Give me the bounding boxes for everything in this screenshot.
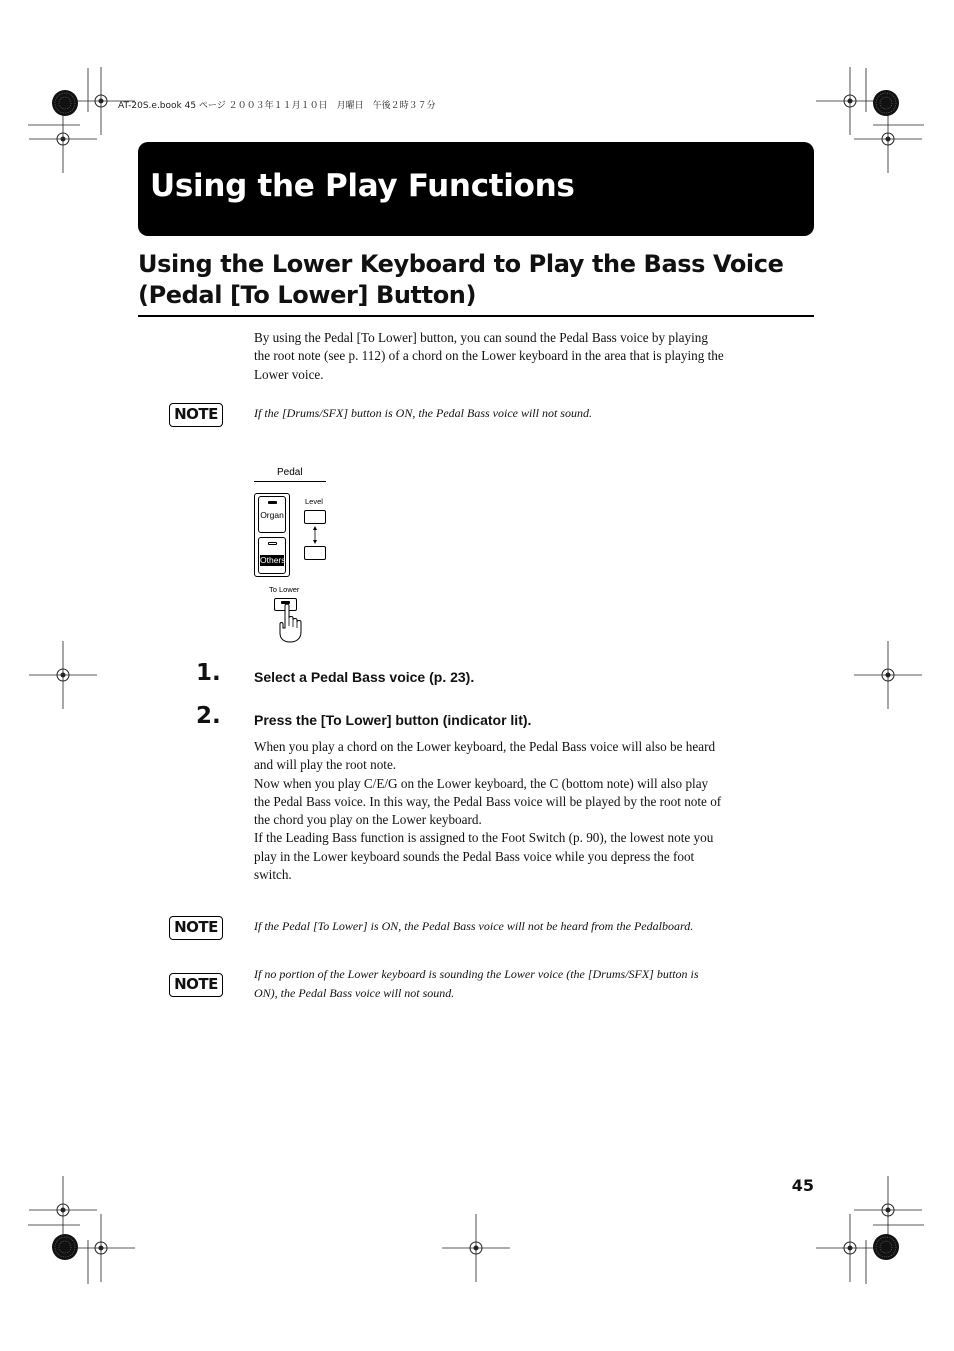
sunburst-mark-top-right: [873, 90, 899, 116]
note-text-lower-voice: [254, 965, 754, 1003]
print-info-slug: AT-20S.e.book 45 ページ ２００３年１１月１０日 月曜日 午後２時３７分: [118, 101, 436, 111]
note-text-drums: If the [Drums/SFX] button is ON, the Pedal Bass voice will not sound.: [254, 406, 592, 420]
level-arrows-icon: [310, 525, 320, 545]
section-divider: [138, 315, 814, 317]
section-title-line-2: (Pedal [To Lower] Button): [138, 281, 477, 309]
note-line: ON), the Pedal Bass voice will not sound.: [254, 986, 455, 1000]
level-up-button[interactable]: [304, 510, 326, 524]
crosshair-mark-mid-right: [854, 641, 922, 709]
pressing-finger-icon: [276, 602, 306, 644]
pedal-panel-diagram: [250, 462, 350, 647]
section-title: [138, 249, 814, 311]
intro-paragraph: [254, 329, 760, 384]
body-line: and will play the root note.: [254, 757, 397, 773]
body-line: If the Leading Bass function is assigned to the Foot Switch (p. 90), the lowest note you: [254, 830, 714, 846]
organ-label: Organ: [260, 510, 284, 520]
organ-indicator: [268, 501, 277, 504]
others-indicator: [268, 542, 277, 545]
chapter-banner: [138, 142, 814, 236]
body-line: play in the Lower keyboard sounds the Pedal Bass voice while you depress the foot: [254, 848, 695, 864]
note-badge: NOTE: [169, 403, 223, 427]
step-2-body: [254, 738, 760, 884]
crosshair-mark-bottom-center: [442, 1214, 510, 1282]
sunburst-mark-bottom-right: [873, 1234, 899, 1260]
page-number: 45: [791, 1176, 814, 1195]
crosshair-mark-bottom-right-2: [854, 1176, 922, 1244]
body-line: the chord you play on the Lower keyboard.: [254, 812, 482, 828]
intro-line: the root note (see p. 112) of a chord on the Lower keyboard in the area that is playing the: [254, 348, 724, 364]
step-number: 1.: [196, 660, 221, 686]
sunburst-mark-top-left: [52, 90, 78, 116]
sunburst-mark-bottom-left: [52, 1234, 78, 1260]
pedal-label: Pedal: [277, 467, 303, 478]
intro-line: Lower voice.: [254, 366, 324, 382]
note-text-pedalboard: If the Pedal [To Lower] is ON, the Pedal Bass voice will not be heard from the Pedalboard.: [254, 919, 694, 933]
chapter-title: Using the Play Functions: [150, 168, 575, 204]
organ-button[interactable]: [258, 496, 286, 533]
section-title-line-1: Using the Lower Keyboard to Play the Bass Voice: [138, 250, 784, 278]
note-badge: NOTE: [169, 916, 223, 940]
to-lower-label: To Lower: [269, 585, 300, 594]
note-line: If no portion of the Lower keyboard is sounding the Lower voice (the [Drums/SFX] button is: [254, 967, 699, 981]
intro-line: By using the Pedal [To Lower] button, you can sound the Pedal Bass voice by playing: [254, 330, 708, 345]
body-line: When you play a chord on the Lower keyboard, the Pedal Bass voice will also be heard: [254, 739, 716, 754]
body-line: switch.: [254, 867, 292, 883]
body-line: the Pedal Bass voice. In this way, the Pedal Bass voice will be played by the root note of: [254, 793, 722, 809]
level-label: Level: [305, 497, 323, 506]
step-number: 2.: [196, 703, 221, 729]
step-1-text: Select a Pedal Bass voice (p. 23).: [254, 669, 475, 685]
step-2-text: Press the [To Lower] button (indicator lit).: [254, 712, 532, 728]
others-label: Others: [260, 555, 286, 565]
crosshair-mark-mid-left: [29, 641, 97, 709]
level-down-button[interactable]: [304, 546, 326, 560]
crosshair-mark-bottom-left: [29, 1176, 97, 1244]
others-button[interactable]: [258, 537, 286, 574]
body-line: Now when you play C/E/G on the Lower keyboard, the C (bottom note) will also play: [254, 775, 709, 791]
note-badge: NOTE: [169, 973, 223, 997]
pedal-label-underline: [254, 481, 326, 482]
